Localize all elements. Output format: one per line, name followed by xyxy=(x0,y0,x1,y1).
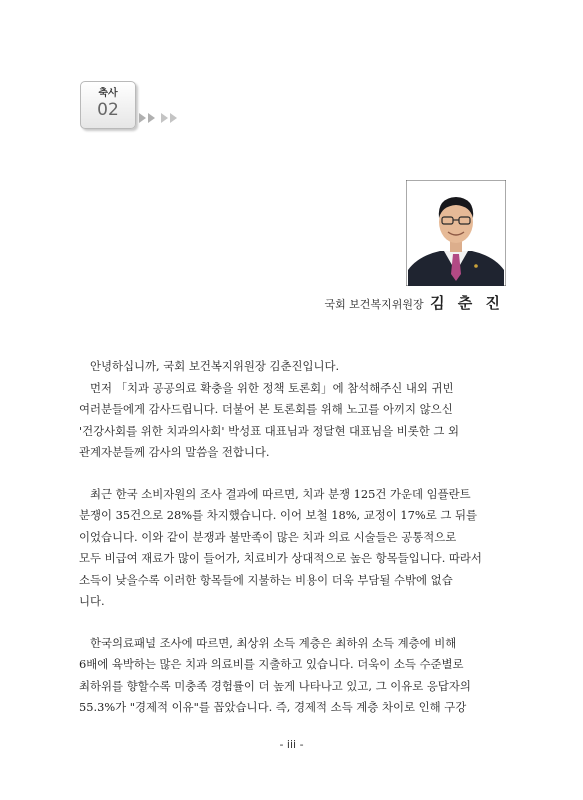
text-line: 모두 비급여 재료가 많이 들어가, 치료비가 상대적으로 높은 항목들입니다. 따라서 xyxy=(79,551,482,565)
paragraph xyxy=(79,356,507,464)
body-text xyxy=(79,356,507,739)
text-line: 한국의료패널 조사에 따르면, 최상위 소득 계층은 최하위 소득 계층에 비해 xyxy=(90,635,457,650)
paragraph xyxy=(79,633,507,719)
text-line: '건강사회를 위한 치과의사회' 박성표 대표님과 정달현 대표님을 비롯한 그 외 xyxy=(79,423,459,438)
text-line: 분쟁이 35건으로 28%를 차지했습니다. 이어 보철 18%, 교정이 17%로 그 뒤를 xyxy=(79,508,477,522)
paragraph xyxy=(79,484,507,613)
text-line: 여러분들에게 감사드립니다. 더불어 본 토론회를 위해 노고를 아끼지 않으신 xyxy=(79,402,453,416)
text-line: 6배에 육박하는 많은 치과 의료비를 지출하고 있습니다. 더욱이 소득 수준별로 xyxy=(79,657,464,671)
text-line: 니다. xyxy=(79,594,105,608)
section-badge xyxy=(80,81,136,129)
text-line: 최근 한국 소비자원의 조사 결과에 따르면, 치과 분쟁 125건 가운데 임플란트 xyxy=(90,486,471,501)
badge-title: 축사 xyxy=(98,88,118,99)
text-line: 안녕하십니까, 국회 보건복지위원장 김춘진입니다. xyxy=(90,359,340,373)
author-name: 김 춘 진 xyxy=(430,294,504,312)
text-line: 먼저 「치과 공공의료 확충을 위한 정책 토론회」에 참석해주신 내외 귀빈 xyxy=(90,380,454,395)
text-line: 소득이 낮을수록 이러한 항목들에 지불하는 비용이 더욱 부담될 수밖에 없습 xyxy=(79,572,453,587)
double-arrow-icon xyxy=(139,112,179,124)
author-title: 국회 보건복지위원장 xyxy=(324,298,424,311)
author-signature xyxy=(324,292,504,313)
text-line: 이었습니다. 이와 같이 분쟁과 불만족이 많은 치과 의료 시술들은 공통적으로 xyxy=(79,529,457,544)
badge-number: 02 xyxy=(97,100,119,120)
page-number: - iii - xyxy=(279,738,304,751)
text-line: 55.3%가 "경제적 이유"를 꼽았습니다. 즉, 경제적 소득 계층 차이로 인해 구강 xyxy=(79,700,467,714)
text-line: 최하위를 향할수록 미충족 경험률이 더 높게 나타나고 있고, 그 이유로 응답자의 xyxy=(79,678,471,693)
text-line: 관계자분들께 감사의 말씀을 전합니다. xyxy=(79,445,270,459)
portrait-photo xyxy=(406,180,506,286)
